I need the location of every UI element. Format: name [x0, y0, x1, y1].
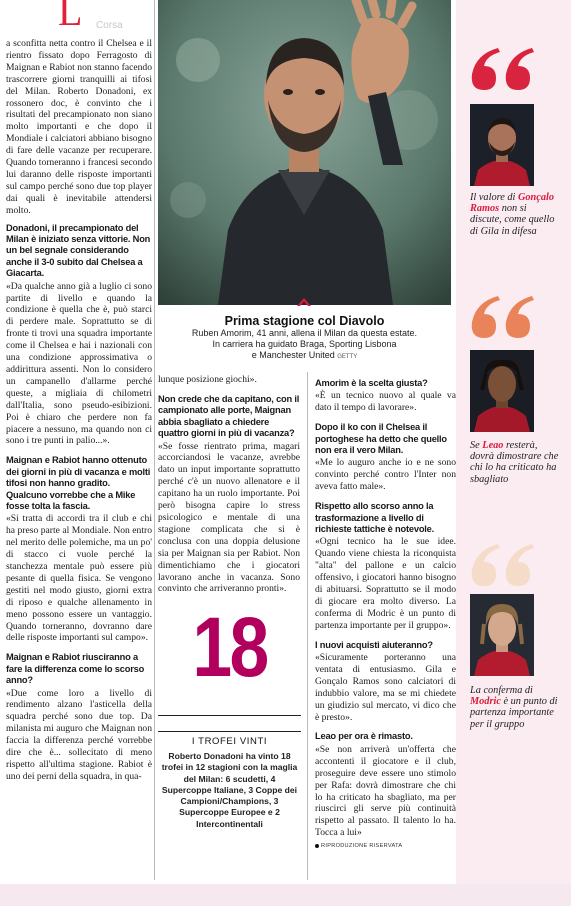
interview-answer: lunque posizione giochi».: [158, 374, 257, 385]
interview-question: Rispetto allo scorso anno la trasformazione a livello di richieste tattiche è notevole.: [315, 501, 435, 534]
interview-answer: «Se non arriverà un'offerta che accontenti il giocatore e il club, proseguire deve essere uno stimolo per Rafa: dovrà dimostrare che chi lo ha criticato ha sbagliato, ma per riuscirci gli serve più continuità rispetto al passato. Il talento lo ha. Tocca a lui»: [315, 743, 456, 839]
interview-question: Non crede che da capitano, con il campionato alle porte, Maignan abbia sbagliato a chiedere quattro giorni in più di vacanza?: [158, 393, 300, 439]
photo-credit: GETTY: [337, 354, 358, 361]
player-portrait: [470, 104, 534, 186]
interview-question: Dopo il ko con il Chelsea il portoghese ha detto che quello non era il vero Milan.: [315, 422, 447, 456]
caption-line: e Manchester United: [251, 350, 335, 361]
player-portrait: [470, 350, 534, 432]
interview-question: Donadoni, il precampionato del Milan è iniziato senza vittorie. Non un bel segnale considerando anche il 3-0 subito dal Chelsea a Giacarta.: [6, 222, 151, 279]
interview-answer: «Me lo auguro anche io e ne sono convinto perché contro l'Inter non aveva fatto male».: [315, 457, 456, 493]
interview-answer: «Se fosse rientrato prima, magari accorciandosi le vacanze, avrebbe dato un input importante soprattutto perché c'è un nuovo allenatore e il capitano ha un ruolo importante. Poi però bisogna capire lo stress psicologico e mentale di una stagione complicata che si è conclusa con una doppia delusione sia per Maignan sia per Rabiot. Non dimentichiamo che i giocatori lavorano anche in vacanza. Sono convinto che arriveranno pronti».: [158, 440, 300, 595]
player-name: Modric: [470, 696, 501, 708]
trophies-title: I TROFEI VINTI: [191, 736, 268, 747]
caption-line: Ruben Amorim, 41 anni, allena il Milan da questa estate.: [191, 328, 418, 338]
interview-answer: «Ogni tecnico ha le sue idee. Quando viene chiesta la riconquista "alta" del pallone e un calcio offensivo, i giocatori hanno bisogno di abituarsi. Soprattutto se il modo di giocare era molto diverso. La conferma di Modric è un punto di partenza importante per il gruppo».: [315, 536, 456, 631]
divider-line: [158, 731, 301, 732]
trophies-text: Roberto Donadoni ha vinto 18 trofei in 12 stagioni con la maglia del Milan: 6 scudetti, 4 Supercoppe Italiane, 3 Coppe dei Campioni/Champions, 3 Supercoppe Europee e 2 Intercontinentali: [161, 751, 298, 829]
trophy-count: 18: [192, 600, 267, 694]
interview-question: I nuovi acquisti aiuteranno?: [315, 639, 433, 650]
interview-question: Amorim è la scelta giusta?: [315, 378, 428, 388]
bullet-icon: [315, 844, 319, 848]
faded-heading-text: Corsa: [96, 20, 123, 31]
interview-answer: «Si tratta di accordi tra il club e chi ha preso parte al Mondiale. Non entro nel merito delle polemiche, ma un po' di stacco ci vuole perché la stanchezza mentale può essere più pesante di quella fisica. Se vengono gestiti nel modo giusto, giorni extra di riposo e qualche allenamento in meno possono essere un vantaggio. Quando torneranno, dovranno dare delle risposte importanti sul campo».: [6, 513, 152, 644]
interview-answer: «È un tecnico nuovo al quale va dato il tempo di lavorare».: [315, 390, 456, 414]
interview-answer: «Da qualche anno già a luglio ci sono partite di livello e quando la condizione è quella che è, può starci di perdere male. Soprattutto se di fronte ti trovi una squadra importante come il Chelsea e hai i nazionali con una condizione approssimativa o addirittura assenti. Non lo considero un campanello d'allarme perché queste, a migliaia di chilometri dall'Italia, sono pseudo-esibizioni. Poi è chiaro che perdere non fa piacere a nessuno, ma quando non ci sono i tre punti in palio...».: [6, 280, 152, 447]
article-column-3: [315, 374, 456, 853]
interview-question: Leao per ora è rimasto.: [315, 731, 413, 742]
player-name: Leao: [482, 440, 504, 451]
article-column-2: [158, 374, 300, 603]
quote-caption: Il valore di Gonçalo Ramos non si discute, come quello di Gila in difesa: [470, 192, 555, 237]
interview-answer: «Sicuramente porteranno una ventata di entusiasmo. Gila e Gonçalo Ramos sono calciatori di indubbio valore, ma se mi chiedete un giudizio sul mercato, vi dico che è presto».: [315, 652, 456, 723]
quote-mark-icon: [468, 44, 538, 92]
divider-line: [158, 715, 301, 716]
interview-answer: «Due come loro a livello di rendimento alzano l'asticella della squadra perché sono due top. Da milanista mi auguro che Maignan non faccia la differenza perché vorrebbe dire che è... sollecitato di meno rispetto all'ultima stagione. Rabiot è uno dei perni della squadra, in qua-: [6, 687, 152, 782]
lead-paragraph: a sconfitta netta contro il Chelsea e il rientro fissato dopo Ferragosto di Maignan e Rabiot non stanno facendo trascorrere giorni tranquilli ai tifosi del Milan. Roberto Donadoni, ex rossonero doc, è convinto che i risultati del precampionato non siano molto importanti e che dopo il Mondiale i calciatori abbiano bisogno di fare delle vacanze per recuperare. Quando torneranno i francesi secondo lui daranno delle risposte importanti sul campo perché sono due top player dai quali è inevitabile attendersi molto.: [6, 38, 152, 216]
interview-question: Maignan e Rabiot riusciranno a fare la differenza come lo scorso anno?: [6, 652, 145, 686]
caption-title: Prima stagione col Diavolo: [224, 314, 385, 328]
photo-caption: [158, 305, 451, 365]
article-column-1: [6, 38, 152, 791]
quote-mark-icon: [468, 540, 538, 588]
quote-caption: Se Leao resterà, dovrà dimostrare che chi lo ha criticato ha sbagliato: [470, 440, 559, 485]
interview-question: Maignan e Rabiot hanno ottenuto dei giorni in più di vacanza e molti tifosi non hanno gradito. Qualcuno vorrebbe che a Mike fosse tolta la fascia.: [6, 455, 151, 511]
page-margin: [0, 884, 571, 906]
player-name: Gonçalo Ramos: [470, 192, 554, 215]
quote-mark-icon: [468, 292, 538, 340]
column-divider: [154, 0, 155, 880]
player-portrait: [470, 594, 534, 676]
coach-photo: [158, 0, 451, 305]
column-divider: [307, 372, 308, 880]
copyright-notice: RIPRODUZIONE RISERVATA: [315, 841, 456, 853]
caption-line: In carriera ha guidato Braga, Sporting Lisbona: [212, 339, 397, 350]
quote-caption: La conferma di Modric è un punto di partenza importante per il gruppo: [470, 685, 558, 730]
drop-cap: L: [58, 0, 83, 34]
